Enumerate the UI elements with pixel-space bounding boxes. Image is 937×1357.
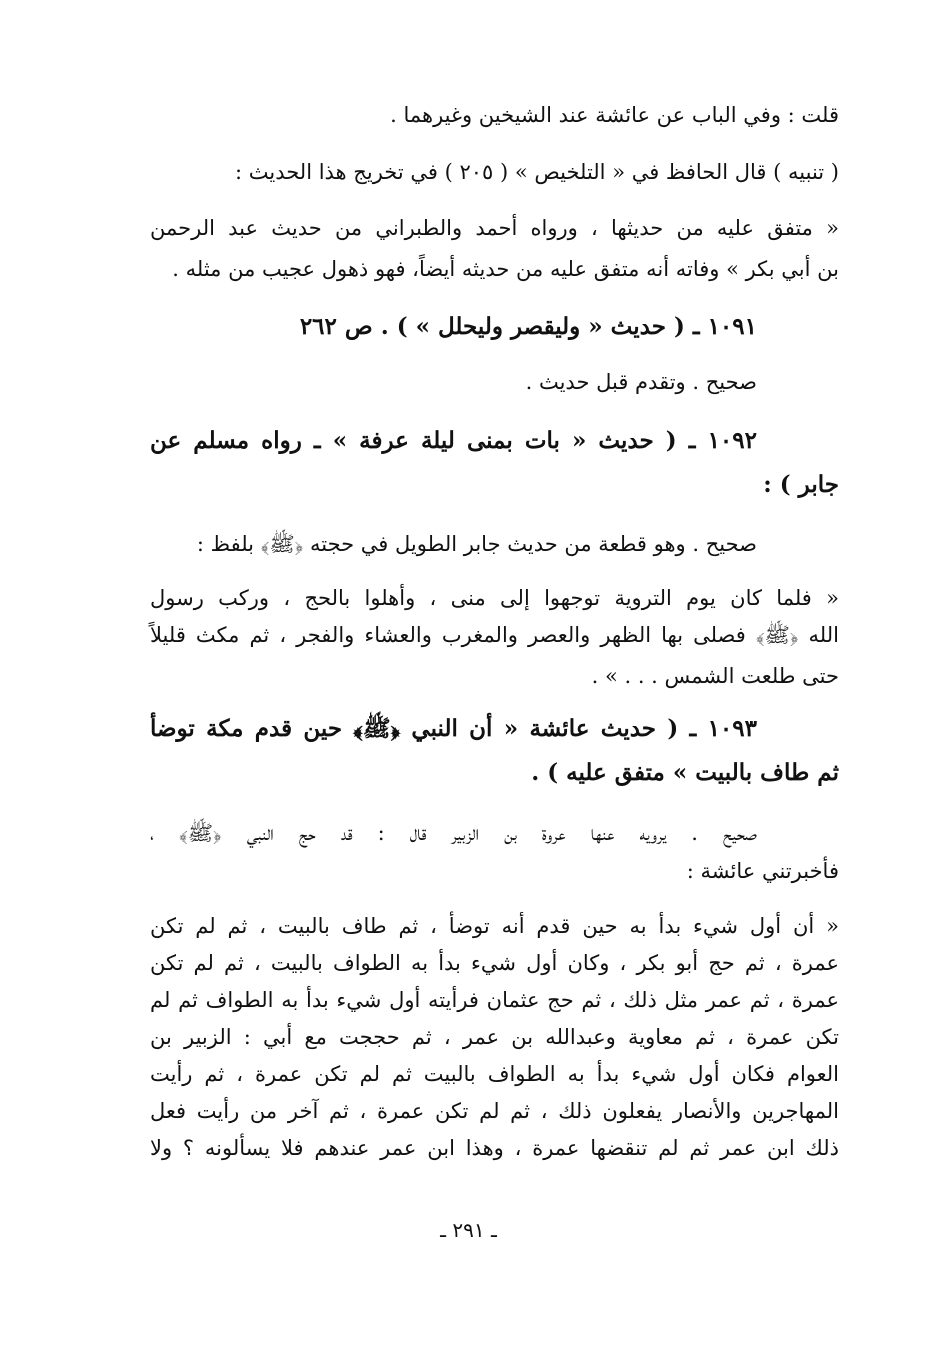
- text-line: « فلما كان يوم التروية توجهوا إلى منى ، وأهلوا بالحج ، وركب رسول: [150, 586, 839, 610]
- text-line: « متفق عليه من حديثها ، ورواه أحمد والطبراني من حديث عبد الرحمن: [150, 216, 839, 240]
- text-line: ذلك ابن عمر ثم لم تنقضها عمرة ، وهذا ابن عمر عندهم فلا يسألونه ؟ ولا: [150, 1136, 839, 1160]
- text-line: ( تنبيه ) قال الحافظ في « التلخيص » ( ٢٠٥ ) في تخريج هذا الحديث :: [235, 160, 839, 184]
- text-line: قلت : وفي الباب عن عائشة عند الشيخين وغيرهما .: [390, 103, 839, 127]
- hadith-heading: ثم طاف بالبيت » متفق عليه ) .: [531, 759, 839, 786]
- text-line: العوام فكان أول شيء بدأ به الطواف بالبيت ثم لم تكن عمرة ، ثم رأيت: [150, 1062, 839, 1086]
- page-number: ـ ٢٩١ ـ: [440, 1218, 497, 1242]
- text-line: صحيح . يرويه عنها عروة بن الزبير قال : قد حج النبي ﴿ﷺ﴾ ،: [150, 821, 757, 845]
- hadith-heading: جابر ) :: [763, 471, 839, 498]
- text-line: عمرة ، ثم عمر مثل ذلك ، ثم حج عثمان فرأيته أول شيء بدأ به الطواف ثم لم: [150, 988, 839, 1012]
- hadith-heading: ١٠٩١ ـ ( حديث « وليقصر وليحلل » ) . ص ٢٦٢: [299, 313, 757, 340]
- text-line: صحيح . وهو قطعة من حديث جابر الطويل في حجته ﴿ﷺ﴾ بلفظ :: [196, 532, 757, 556]
- hadith-heading: ١٠٩٢ ـ ( حديث « بات بمنى ليلة عرفة » ـ رواه مسلم عن: [150, 427, 757, 454]
- hadith-heading: ١٠٩٣ ـ ( حديث عائشة « أن النبي ﴿ﷺ﴾ حين قدم مكة توضأ: [150, 715, 757, 742]
- text-line: الله ﴿ﷺ﴾ فصلى بها الظهر والعصر والمغرب والعشاء والفجر ، ثم مكث قليلاً: [150, 623, 839, 647]
- text-line: صحيح . وتقدم قبل حديث .: [525, 370, 757, 394]
- text-line: « أن أول شيء بدأ به حين قدم أنه توضأ ، ثم طاف بالبيت ، ثم لم تكن: [150, 914, 839, 938]
- text-line: المهاجرين والأنصار يفعلون ذلك ، ثم لم تكن عمرة ، ثم آخر من رأيت فعل: [150, 1099, 839, 1123]
- text-line: عمرة ، ثم حج أبو بكر ، وكان أول شيء بدأ به الطواف بالبيت ، ثم لم تكن: [150, 951, 839, 975]
- text-line: تكن عمرة ، ثم معاوية وعبدالله بن عمر ، ثم حججت مع أبي : الزبير بن: [150, 1025, 839, 1049]
- text-line: حتى طلعت الشمس . . . » .: [591, 664, 839, 688]
- text-line: بن أبي بكر » وفاته أنه متفق عليه من حديثه أيضاً، فهو ذهول عجيب من مثله .: [172, 257, 839, 281]
- text-line: فأخبرتني عائشة :: [686, 859, 839, 883]
